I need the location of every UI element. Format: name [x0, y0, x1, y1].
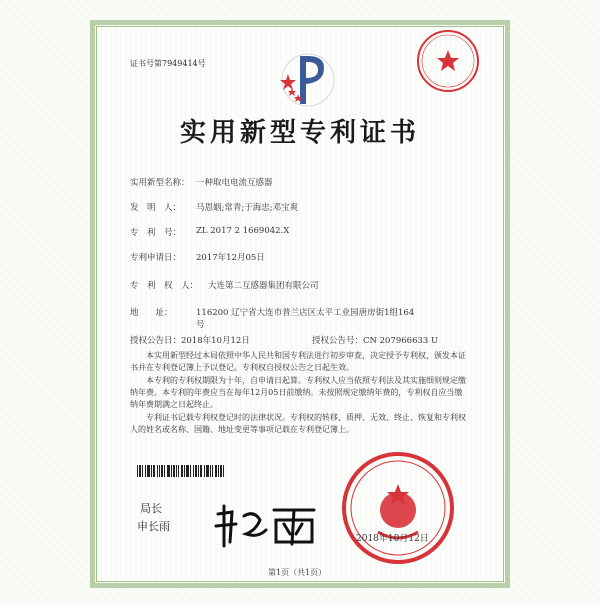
director-signature: [210, 500, 320, 550]
page-number: 第1页（共1页）: [268, 568, 327, 577]
field-label: 专利申请日：: [130, 253, 182, 263]
paragraph-grant: 本实用新型经过本局依照中华人民共和国专利法进行初步审查，决定授予专利权，颁发本证书并在专利登记簿上予以登记。专利权自授权公告之日起生效。: [130, 351, 466, 372]
patent-office-seal: [338, 448, 458, 568]
grant-announcement-date: 授权公告日：2018年10月12日: [130, 336, 250, 346]
field-value: 116200 辽宁省大连市普兰店区太平工业园唐房街1组164: [196, 308, 415, 318]
field-value: 2017年12月05日: [196, 253, 265, 263]
field-value: 马恩姻;常青;于海忠;邓宝爽: [196, 203, 299, 213]
field-value: 一种取电电流互感器: [196, 178, 273, 188]
patent-office-logo-icon: [278, 44, 338, 114]
field-label: 发 明 人：: [130, 203, 182, 213]
grant-announcement-number: 授权公告号：CN 207966633 U: [312, 336, 439, 346]
paragraph-legal-status: 专利证书记载专利权登记时的法律状况。专利权的转移、质押、无效、终止、恢复和专利权人的姓名或名称、国籍、地址变更等事项记载在专利登记簿上。: [130, 413, 466, 434]
agency-seal-top: [415, 28, 481, 94]
field-value: ZL 2017 2 1669042.X: [196, 226, 290, 236]
field-value: 大连第二互感器集团有限公司: [208, 281, 319, 291]
certificate-number: 证书号第7949414号: [130, 59, 206, 68]
director-name: 申长雨: [137, 520, 170, 533]
field-label: 专 利 号：: [130, 228, 182, 238]
paragraph-term: 本专利的专利权期限为十年，自申请日起算。专利权人应当依照专利法及其实施细则规定缴纳年费。本专利的年费应当在每年12月05日前缴纳。未按照规定缴纳年费的，专利权自应当缴纳年费期满之日起终止。: [130, 376, 466, 409]
field-value-continued: 号: [196, 320, 205, 330]
barcode: [137, 465, 257, 477]
director-title: 局长: [140, 502, 162, 515]
field-label: 专 利 权 人：: [130, 281, 199, 291]
certificate-title: 实用新型专利证书: [179, 118, 420, 148]
field-label: 实用新型名称：: [130, 178, 190, 188]
field-label: 地 址：: [130, 308, 173, 318]
seal-date: 2018年10月12日: [356, 534, 429, 544]
